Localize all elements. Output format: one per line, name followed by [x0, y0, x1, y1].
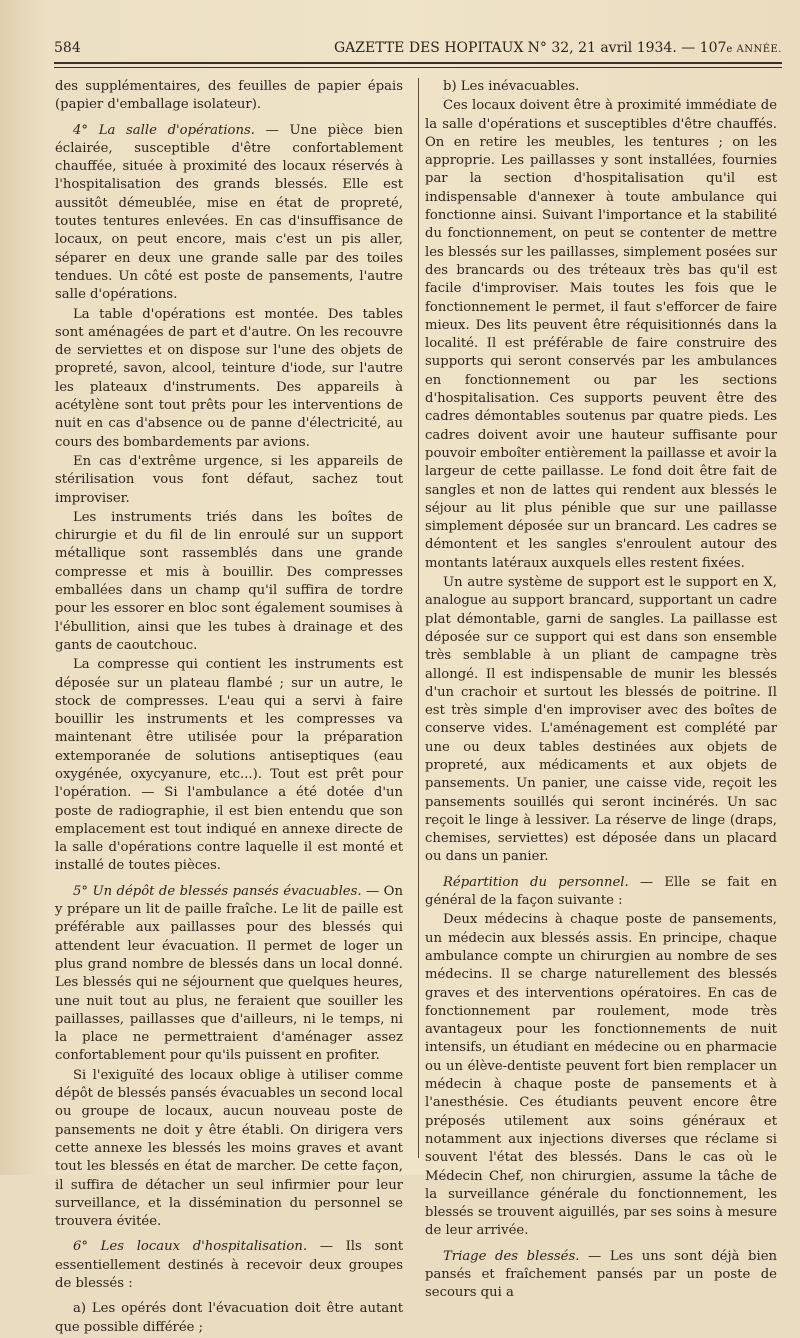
paragraph: [425, 97, 777, 573]
paragraph: [55, 656, 403, 876]
paragraph: [425, 78, 777, 96]
left-column: [55, 78, 403, 1338]
paragraph: [425, 574, 777, 867]
paragraph: [55, 453, 403, 508]
paragraph: [55, 1067, 403, 1232]
paragraph-text: b) Les inévacuables.: [443, 79, 580, 94]
section-heading: 6° Les locaux d'hospitalisation.: [73, 1239, 308, 1255]
page-number: 584: [54, 40, 81, 56]
paragraph: [425, 911, 777, 1240]
section-heading: 4° La salle d'opérations.: [73, 122, 255, 138]
paragraph-text: La table d'opérations est montée. Des tables sont aménagées de part et d'autre. On les recouvre de serviettes et on dispose sur l'une des objets de propreté, savon, alcool, teinture d'iode, sur l'autre les plateaux d'instruments. Des appareils à acétylène sont tout prêts pour les interventions de nuit en cas d'absence ou de panne d'électricité, au cours des bombardements par avions.: [55, 306, 403, 450]
paragraph: [55, 1300, 403, 1337]
paragraph: [425, 1248, 777, 1303]
issue-info: [528, 40, 782, 56]
paragraph: [55, 1238, 403, 1293]
header-rule-thin: [54, 67, 782, 68]
section-heading: Répartition du personnel.: [443, 874, 629, 890]
section-heading: 5° Un dépôt de blessés pansés évacuables.: [73, 883, 362, 899]
paragraph: [55, 78, 403, 115]
paragraph: [55, 306, 403, 452]
paragraph-text: La compresse qui contient les instruments est déposée sur un plateau flambé ; sur un autre, le stock de compresses. L'eau qui a servi à faire bouillir les instruments et les compresses va maintenant être utilisée pour la préparation extemporanée de solutions antiseptiques (eau oxygénée, oxycyanure, etc...). Tout est prêt pour l'opération. — Si l'ambulance a été dotée d'un poste de radiographie, il est bien entendu que son emplacement est tout indiqué en annexe directe de la salle d'opérations contre laquelle il est monté et installé de toutes pièces.: [55, 657, 403, 874]
page-header: [54, 38, 782, 60]
paragraph: [55, 122, 403, 305]
paragraph-text: Les instruments triés dans les boîtes de chirurgie et du fil de lin enroulé sur un support métallique sont rassemblés dans une grande compresse et mis à bouillir. Des compresses emballées dans un champ qu'il suffira de tordre pour les essorer en bloc sont également soumises à l'ébullition, ainsi que les tubes à drainage et des gants de caoutchouc.: [55, 509, 403, 653]
paragraph-text: — Ils sont essentiellement destinés à recevoir deux groupes de blessés :: [55, 1239, 403, 1291]
paragraph-text: a) Les opérés dont l'évacuation doit être autant que possible différée ;: [55, 1301, 403, 1335]
column-divider: [418, 78, 419, 1158]
header-rule-thick: [54, 62, 782, 64]
paragraph-text: — Une pièce bien éclairée, susceptible d'être confortablement chauffée, située à proximité des locaux réservés à l'hospitalisation des grands blessés. Elle est aussitôt démeublée, mise en état de propreté, toutes tentures enlevées. En cas d'insuffisance de locaux, on peut encore, mais c'est un pis aller, séparer en deux une grande salle par des toiles tendues. Un côté est poste de pansements, l'autre salle d'opérations.: [55, 122, 403, 303]
paragraph: [425, 874, 777, 911]
paragraph-text: — On y prépare un lit de paille fraîche. Le lit de paille est préférable aux paillasses pour des blessés qui attendent leur évacuation. Il permet de loger un plus grand nombre de blessés dans un local donné. Les blessés qui ne séjournent que quelques heures, une nuit tout au plus, ne feraient que souiller les paillasses, paillasses que d'ailleurs, ni le temps, ni la place ne permettraient d'aménager assez confortablement pour qu'ils puissent en profiter.: [55, 883, 403, 1064]
paragraph-text: Deux médecins à chaque poste de pansements, un médecin aux blessés assis. En principe, chaque ambulance compte un chirurgien au nombre de ses médecins. Il se charge naturellement des blessés graves et des interventions opératoires. En cas de fonctionnement par roulement, mode très avantageux pour les fonctionnements de nuit intensifs, un étudiant en médecine ou en pharmacie ou un élève-dentiste peuvent fort bien remplacer un médecin à chaque poste de pansements et à l'anesthésie. Ces étudiants peuvent encore être préposés utilement aux soins généraux et notamment aux injections diverses que réclame si souvent l'état des blessés. Dans le cas où le Médecin Chef, non chirurgien, assume la tâche de la surveillance générale du fonctionnement, les blessés se trouvent aiguillés, par ses soins à mesure de leur arrivée.: [425, 912, 777, 1239]
paragraph-text: — Elle se fait en général de la façon suivante :: [425, 874, 777, 909]
section-heading: Triage des blessés.: [443, 1248, 580, 1264]
paragraph-text: Un autre système de support est le support en X, analogue au support brancard, supportant un cadre plat démontable, garni de sangles. La paillasse est déposée sur ce support qui est dans son ensemble très semblable à un pliant de campagne très allongé. Il est indispensable de munir les blessés d'un crachoir et surtout les blessés de poitrine. Il est très simple d'en improviser avec des boîtes de conserve vides. L'aménagement est complété par une ou deux tables destinées aux objets de propreté, aux médicaments et aux objets de pansements. Un panier, une caisse vide, reçoit les pansements souillés qui seront incinérés. Un sac reçoit le linge à lessiver. La réserve de linge (draps, chemises, serviettes) est déposée dans un placard ou dans un panier.: [425, 575, 777, 865]
paragraph-text: des supplémentaires, des feuilles de papier épais (papier d'emballage isolateur).: [55, 79, 403, 113]
paragraph: [55, 509, 403, 655]
paragraph-text: Si l'exiguïté des locaux oblige à utiliser comme dépôt de blessés pansés évacuables un second local ou groupe de locaux, aucun nouveau poste de pansements ne doit y être établi. On dirigera vers cette annexe les blessés les moins graves et avant tout les blessés en état de marcher. De cette façon, il suffira de détacher un seul infirmier pour leur surveillance, et la dissémination du personnel se trouvera évitée.: [55, 1067, 403, 1230]
issue-year-suffix: e ANNÉE.: [726, 44, 782, 55]
journal-title: GAZETTE DES HOPITAUX: [334, 40, 524, 56]
right-column: [425, 78, 777, 1304]
paragraph-text: — Les uns sont déjà bien pansés et fraîchement pansés par un poste de secours qui a: [425, 1248, 777, 1301]
paragraph-text: En cas d'extrême urgence, si les appareils de stérilisation vous font défaut, sachez tout improviser.: [55, 453, 403, 506]
issue-date: N° 32, 21 avril 1934. — 107: [527, 40, 727, 56]
paragraph: [55, 883, 403, 1066]
paragraph-text: Ces locaux doivent être à proximité immédiate de la salle d'opérations et susceptibles d'être chauffés. On en retire les meubles, les tentures ; on les approprie. Les paillasses y sont installées, fournies par la section d'hospitalisation qu'il est indispensable d'annexer à toute ambulance qui fonctionne ainsi. Suivant l'importance et la stabilité du fonctionnement, on peut se contenter de mettre les blessés sur les paillasses, simplement posées sur des brancards ou des tréteaux très bas qu'il est facile d'improviser. Mais toutes les fois que le fonctionnement le permet, il faut s'efforcer de faire mieux. Des lits peuvent être réquisitionnés dans la localité. Il est préférable de faire construire des supports qui seront conservés par les ambulances en fonctionnement ou par les sections d'hospitalisation. Ces supports peuvent être des cadres démontables soutenus par quatre pieds. Les cadres doivent avoir une hauteur suffisante pour pouvoir emboîter entièrement la paillasse et avoir la largeur de cette paillasse. Le fond doit être fait de sangles et non de lattes qui rendent aux blessés le séjour au lit plus pénible que sur une paillasse simplement déposée sur un brancard. Les cadres se démontent et les sangles s'enroulent autour des montants latéraux auxquels elles restent fixées.: [425, 98, 777, 571]
